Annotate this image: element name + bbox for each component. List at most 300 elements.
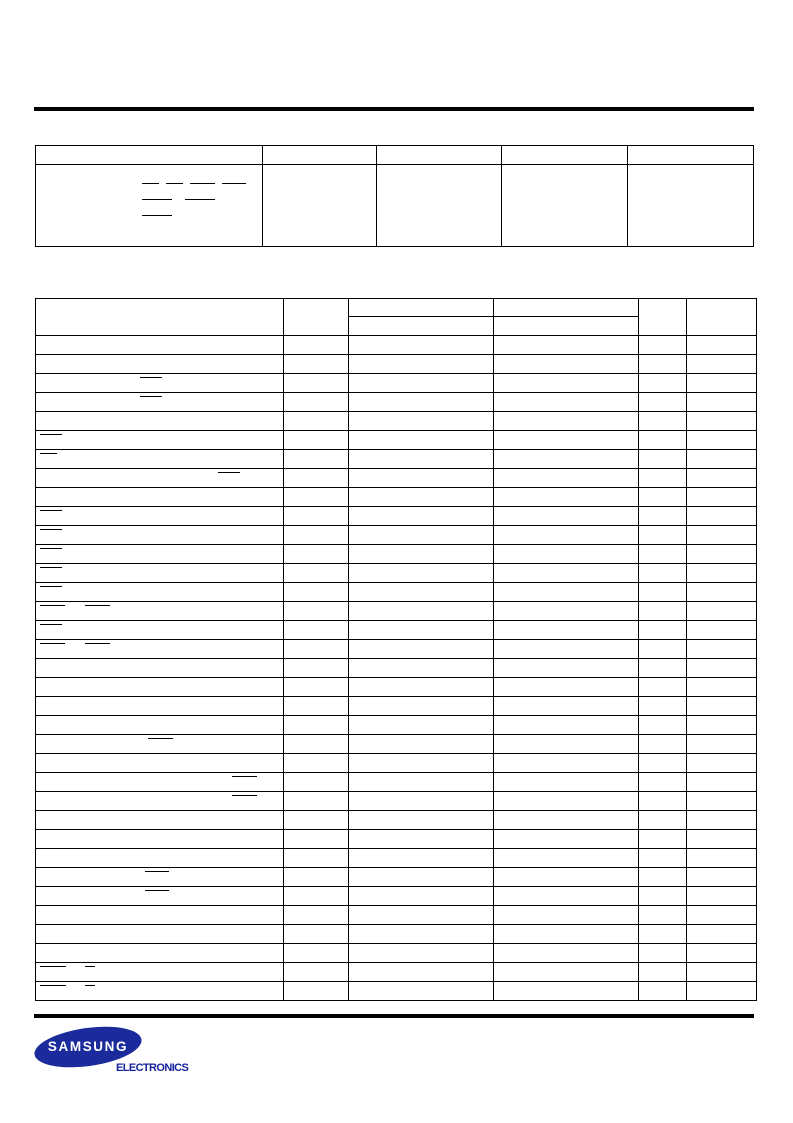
table-cell (494, 488, 639, 507)
timing-table-header-cell (36, 299, 284, 336)
table-cell (284, 355, 349, 374)
table-cell (349, 678, 494, 697)
table-cell (687, 982, 757, 1001)
table-cell (36, 336, 284, 355)
table-cell (687, 678, 757, 697)
table-row (36, 450, 757, 469)
table-cell (639, 374, 687, 393)
table-cell (36, 621, 284, 640)
table-cell (639, 697, 687, 716)
overline-mark (85, 605, 110, 606)
table-row (36, 659, 757, 678)
table-cell (639, 773, 687, 792)
pin-table-cell (36, 146, 263, 165)
table-cell (639, 412, 687, 431)
table-cell (687, 830, 757, 849)
table-cell (494, 868, 639, 887)
table-cell (494, 469, 639, 488)
pin-table-cell (263, 146, 377, 165)
timing-table (35, 298, 757, 1001)
table-cell (349, 754, 494, 773)
table-cell (36, 925, 284, 944)
table-cell (36, 735, 284, 754)
table-cell (284, 602, 349, 621)
overline-mark (40, 605, 65, 606)
table-row (36, 545, 757, 564)
table-cell (494, 678, 639, 697)
table-cell (349, 450, 494, 469)
footer-rule (34, 1014, 754, 1018)
table-cell (349, 716, 494, 735)
table-cell (36, 488, 284, 507)
table-cell (639, 792, 687, 811)
table-cell (349, 583, 494, 602)
table-cell (687, 355, 757, 374)
table-cell (494, 602, 639, 621)
table-cell (36, 868, 284, 887)
timing-table-header-cell (284, 299, 349, 336)
table-cell (284, 925, 349, 944)
table-cell (36, 678, 284, 697)
table-cell (639, 602, 687, 621)
table-cell (349, 944, 494, 963)
overline-mark (185, 199, 215, 200)
table-cell (639, 507, 687, 526)
table-cell (284, 716, 349, 735)
table-cell (639, 583, 687, 602)
table-cell (284, 773, 349, 792)
timing-table-header-cell (494, 317, 639, 336)
table-cell (36, 754, 284, 773)
pin-table-cell (502, 146, 628, 165)
table-cell (284, 640, 349, 659)
table-cell (349, 393, 494, 412)
table-cell (36, 526, 284, 545)
table-cell (349, 735, 494, 754)
table-cell (349, 849, 494, 868)
table-row (36, 678, 757, 697)
table-cell (687, 564, 757, 583)
table-cell (36, 811, 284, 830)
table-cell (494, 811, 639, 830)
table-cell (494, 697, 639, 716)
table-cell (284, 906, 349, 925)
table-cell (639, 887, 687, 906)
table-cell (349, 640, 494, 659)
pin-table-cell (263, 165, 377, 247)
table-cell (494, 336, 639, 355)
table-cell (494, 735, 639, 754)
table-row (36, 754, 757, 773)
table-cell (284, 830, 349, 849)
table-cell (494, 754, 639, 773)
table-cell (284, 374, 349, 393)
table-row (36, 355, 757, 374)
table-cell (494, 393, 639, 412)
table-cell (639, 621, 687, 640)
table-row (36, 526, 757, 545)
timing-table-header-cell (349, 317, 494, 336)
overline-mark (142, 199, 172, 200)
table-row (36, 906, 757, 925)
table-cell (639, 393, 687, 412)
table-cell (494, 412, 639, 431)
table-cell (494, 583, 639, 602)
overline-mark (40, 529, 62, 530)
table-cell (349, 564, 494, 583)
table-cell (36, 545, 284, 564)
table-cell (349, 488, 494, 507)
logo-brand-text: SAMSUNG (47, 1039, 129, 1054)
table-cell (494, 944, 639, 963)
table-cell (639, 640, 687, 659)
table-cell (687, 716, 757, 735)
table-cell (349, 336, 494, 355)
table-cell (36, 659, 284, 678)
table-cell (36, 716, 284, 735)
table-row (36, 374, 757, 393)
table-cell (494, 906, 639, 925)
table-cell (36, 830, 284, 849)
table-cell (349, 621, 494, 640)
table-row (36, 982, 757, 1001)
overline-mark (85, 643, 110, 644)
table-cell (687, 944, 757, 963)
table-cell (36, 393, 284, 412)
table-cell (639, 868, 687, 887)
table-cell (494, 925, 639, 944)
table-cell (284, 336, 349, 355)
overline-mark (218, 472, 240, 473)
overline-mark (140, 377, 162, 378)
table-cell (639, 830, 687, 849)
table-cell (639, 545, 687, 564)
table-cell (284, 811, 349, 830)
table-cell (349, 830, 494, 849)
table-cell (284, 431, 349, 450)
table-cell (349, 887, 494, 906)
table-row (36, 963, 757, 982)
table-cell (687, 925, 757, 944)
table-cell (36, 355, 284, 374)
table-cell (687, 773, 757, 792)
table-cell (349, 526, 494, 545)
table-cell (36, 450, 284, 469)
table-cell (687, 811, 757, 830)
table-row (36, 564, 757, 583)
table-cell (349, 545, 494, 564)
overline-mark (40, 453, 57, 454)
pin-table-cell (502, 165, 628, 247)
header-rule (34, 107, 754, 111)
table-cell (494, 450, 639, 469)
table-row (36, 735, 757, 754)
table-cell (284, 982, 349, 1001)
table-cell (687, 792, 757, 811)
table-cell (687, 507, 757, 526)
table-row (36, 583, 757, 602)
table-cell (687, 393, 757, 412)
table-cell (284, 488, 349, 507)
table-cell (639, 811, 687, 830)
table-row (36, 431, 757, 450)
table-cell (36, 507, 284, 526)
table-cell (284, 963, 349, 982)
table-cell (349, 602, 494, 621)
table-cell (349, 811, 494, 830)
table-cell (349, 773, 494, 792)
table-row (36, 640, 757, 659)
table-cell (494, 374, 639, 393)
table-cell (349, 374, 494, 393)
overline-mark (40, 548, 62, 549)
table-cell (284, 754, 349, 773)
table-cell (687, 412, 757, 431)
table-cell (494, 830, 639, 849)
table-cell (494, 982, 639, 1001)
table-cell (36, 906, 284, 925)
table-cell (36, 469, 284, 488)
table-cell (639, 450, 687, 469)
table-row (36, 507, 757, 526)
overline-mark (40, 567, 62, 568)
overline-mark (40, 434, 62, 435)
table-cell (639, 735, 687, 754)
table-row (36, 716, 757, 735)
table-cell (687, 431, 757, 450)
table-row (36, 621, 757, 640)
table-cell (284, 393, 349, 412)
table-cell (687, 697, 757, 716)
overline-mark (145, 890, 169, 891)
table-cell (639, 963, 687, 982)
table-cell (284, 412, 349, 431)
table-row (36, 925, 757, 944)
pin-table-cell (36, 165, 263, 247)
table-cell (284, 735, 349, 754)
timing-table-header-cell (494, 299, 639, 317)
overline-mark (148, 738, 173, 739)
table-row (36, 887, 757, 906)
table-row (36, 393, 757, 412)
pin-table (35, 145, 754, 247)
overline-mark (40, 586, 62, 587)
table-cell (687, 450, 757, 469)
table-cell (36, 963, 284, 982)
table-row (36, 602, 757, 621)
pin-table-cell (628, 165, 754, 247)
table-cell (494, 507, 639, 526)
pin-table-cell (377, 146, 502, 165)
table-cell (284, 849, 349, 868)
table-cell (494, 431, 639, 450)
table-cell (639, 982, 687, 1001)
table-cell (687, 488, 757, 507)
table-cell (639, 469, 687, 488)
overline-mark (40, 966, 66, 967)
table-row (36, 849, 757, 868)
table-cell (687, 906, 757, 925)
table-cell (284, 564, 349, 583)
overline-mark (40, 624, 62, 625)
table-row (36, 773, 757, 792)
table-cell (284, 868, 349, 887)
overline-mark (40, 510, 62, 511)
pin-table-cell (377, 165, 502, 247)
overline-mark (232, 776, 257, 777)
overline-mark (145, 871, 169, 872)
table-cell (349, 355, 494, 374)
table-cell (687, 374, 757, 393)
table-cell (639, 849, 687, 868)
table-cell (36, 982, 284, 1001)
table-cell (36, 583, 284, 602)
table-cell (639, 906, 687, 925)
overline-mark (85, 985, 95, 986)
table-cell (36, 412, 284, 431)
table-cell (639, 336, 687, 355)
pin-table-cell (628, 146, 754, 165)
table-cell (36, 431, 284, 450)
table-cell (494, 792, 639, 811)
table-cell (36, 602, 284, 621)
table-cell (494, 621, 639, 640)
table-cell (284, 697, 349, 716)
table-cell (687, 602, 757, 621)
table-cell (639, 944, 687, 963)
table-cell (494, 526, 639, 545)
table-cell (639, 431, 687, 450)
table-cell (349, 925, 494, 944)
table-cell (494, 716, 639, 735)
table-cell (687, 469, 757, 488)
timing-table-header-cell (687, 299, 757, 336)
table-cell (349, 412, 494, 431)
table-cell (349, 868, 494, 887)
table-cell (36, 564, 284, 583)
table-cell (349, 469, 494, 488)
logo-subtitle: ELECTRONICS (116, 1062, 189, 1074)
table-row (36, 811, 757, 830)
overline-mark (85, 966, 95, 967)
table-cell (36, 887, 284, 906)
pin-table-row (36, 165, 754, 247)
table-row (36, 792, 757, 811)
table-cell (494, 640, 639, 659)
table-cell (687, 868, 757, 887)
overline-mark (232, 795, 257, 796)
table-row (36, 412, 757, 431)
table-cell (687, 963, 757, 982)
table-cell (639, 488, 687, 507)
table-cell (687, 735, 757, 754)
pin-table-header-row (36, 146, 754, 165)
table-cell (349, 431, 494, 450)
table-cell (639, 678, 687, 697)
table-cell (494, 659, 639, 678)
timing-table-header-cell (349, 299, 494, 317)
table-cell (687, 336, 757, 355)
table-cell (494, 773, 639, 792)
table-cell (494, 849, 639, 868)
table-cell (687, 887, 757, 906)
overline-mark (140, 396, 162, 397)
table-cell (36, 697, 284, 716)
table-cell (494, 355, 639, 374)
table-cell (349, 963, 494, 982)
table-cell (284, 469, 349, 488)
table-row (36, 697, 757, 716)
table-cell (687, 526, 757, 545)
table-cell (284, 792, 349, 811)
table-row (36, 336, 757, 355)
table-cell (494, 887, 639, 906)
table-cell (349, 982, 494, 1001)
table-cell (284, 507, 349, 526)
table-cell (687, 583, 757, 602)
table-row (36, 868, 757, 887)
table-cell (284, 621, 349, 640)
table-cell (36, 944, 284, 963)
overline-mark (40, 985, 66, 986)
table-cell (639, 925, 687, 944)
table-cell (687, 849, 757, 868)
overline-mark (142, 183, 159, 184)
table-cell (639, 564, 687, 583)
table-cell (494, 545, 639, 564)
table-cell (284, 944, 349, 963)
overline-mark (166, 183, 183, 184)
table-cell (284, 545, 349, 564)
table-cell (639, 526, 687, 545)
table-row (36, 830, 757, 849)
table-cell (349, 792, 494, 811)
overline-mark (222, 183, 246, 184)
table-cell (349, 906, 494, 925)
table-cell (284, 659, 349, 678)
timing-table-header-row (36, 299, 757, 317)
table-cell (349, 697, 494, 716)
table-cell (687, 621, 757, 640)
table-cell (639, 659, 687, 678)
table-cell (284, 526, 349, 545)
overline-mark (142, 215, 172, 216)
table-cell (639, 355, 687, 374)
table-cell (36, 640, 284, 659)
table-cell (687, 754, 757, 773)
table-cell (36, 773, 284, 792)
table-cell (284, 678, 349, 697)
table-cell (284, 450, 349, 469)
table-cell (639, 754, 687, 773)
table-cell (36, 374, 284, 393)
timing-table-header-cell (639, 299, 687, 336)
table-cell (36, 849, 284, 868)
table-cell (639, 716, 687, 735)
table-cell (284, 583, 349, 602)
table-cell (687, 659, 757, 678)
table-row (36, 944, 757, 963)
table-cell (494, 963, 639, 982)
table-cell (349, 659, 494, 678)
table-row (36, 469, 757, 488)
overline-mark (40, 643, 65, 644)
table-cell (284, 887, 349, 906)
table-cell (349, 507, 494, 526)
table-cell (36, 792, 284, 811)
table-cell (494, 564, 639, 583)
table-row (36, 488, 757, 507)
